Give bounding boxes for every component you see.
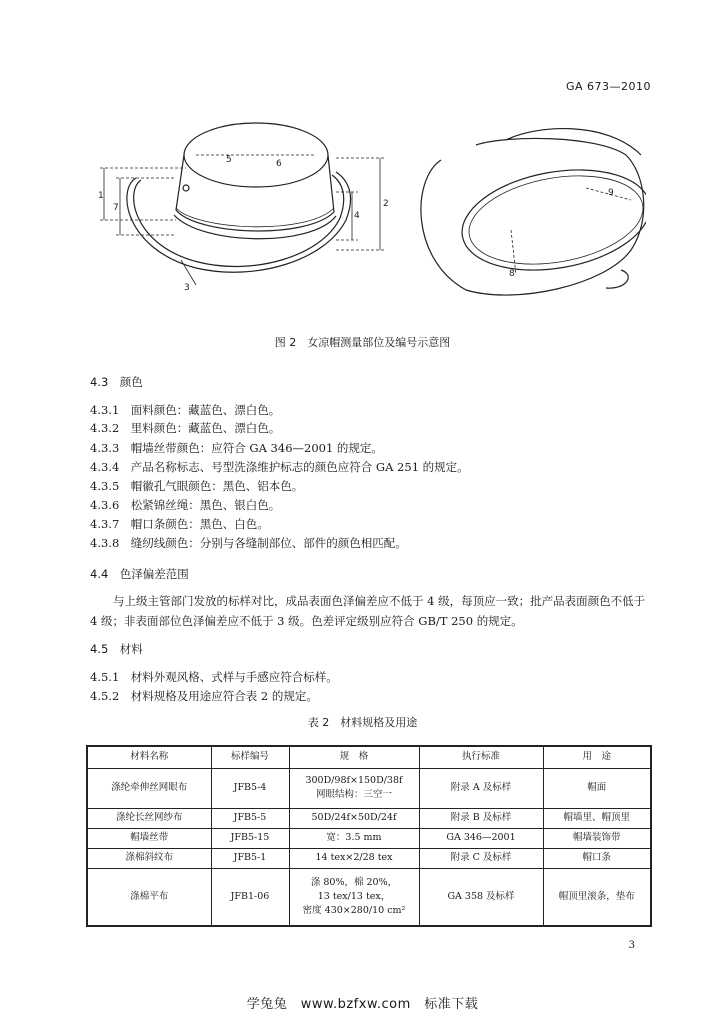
table-cell: 帽面 <box>543 768 651 808</box>
table-caption: 表 2 材料规格及用途 <box>307 716 418 729</box>
standard-number: GA 673—2010 <box>565 80 651 93</box>
column-header: 用 途 <box>543 746 651 768</box>
table-cell: 涤纶牵伸丝网眼布 <box>87 768 211 808</box>
figure-label: 3 <box>184 283 190 293</box>
figure-label: 2 <box>383 199 389 209</box>
table-cell: 14 tex×2/28 tex <box>289 848 419 868</box>
list-item: 4.3.2 里料颜色：藏蓝色、漂白色。 <box>90 421 281 435</box>
page-number: 3 <box>628 940 635 951</box>
hat-measurement-figure <box>86 100 646 320</box>
table-cell: 附录 A 及标样 <box>419 768 543 808</box>
table-cell: 涤棉斜纹布 <box>87 848 211 868</box>
figure-label: 7 <box>113 203 119 213</box>
column-header: 规 格 <box>289 746 419 768</box>
list-item: 4.3.3 帽墙丝带颜色：应符合 GA 346—2001 的规定。 <box>90 441 383 455</box>
table-cell: 附录 B 及标样 <box>419 808 543 828</box>
list-item: 4.3.5 帽徽孔气眼颜色：黑色、铝本色。 <box>90 479 304 493</box>
list-item: 4.3.8 缝纫线颜色：分别与各缝制部位、部件的颜色相匹配。 <box>90 536 407 550</box>
list-item: 4.5.2 材料规格及用途应符合表 2 的规定。 <box>90 689 318 703</box>
table-cell: 附录 C 及标样 <box>419 848 543 868</box>
table-row <box>87 848 651 868</box>
table-cell: JFB5-5 <box>211 808 289 828</box>
table-cell: 50D/24f×50D/24f <box>289 808 419 828</box>
figure-label: 6 <box>276 159 282 169</box>
table-cell: 帽顶里滚条，垫布 <box>543 868 651 926</box>
section-4-3-title: 4.3 颜色 <box>90 375 143 389</box>
right-hat-opening <box>454 156 646 284</box>
materials-table <box>86 745 652 927</box>
table-cell: 涤棉平布 <box>87 868 211 926</box>
column-header: 材料名称 <box>87 746 211 768</box>
table-row <box>87 828 651 848</box>
list-item: 4.3.6 松紧锦丝绳：黑色、银白色。 <box>90 498 281 512</box>
table-cell: 涤纶长丝网纱布 <box>87 808 211 828</box>
table-cell: 帽墙丝带 <box>87 828 211 848</box>
table-cell: JFB5-15 <box>211 828 289 848</box>
table-row <box>87 808 651 828</box>
figure-label: 5 <box>226 155 232 165</box>
figure-caption: 图 2 女凉帽测量部位及编号示意图 <box>274 336 451 349</box>
figure-label: 1 <box>98 191 104 201</box>
section-4-4-paragraph: 与上级主管部门发放的标样对比，成品表面色泽偏差应不低于 4 级，每顶应一致；批产品表面颜色不低于 4 级；非表面部位色泽偏差应不低于 3 级。色差评定级别应符合 GB/T 250 的规定。 <box>90 594 646 628</box>
table-row <box>87 768 651 808</box>
table-cell: 宽：3.5 mm <box>289 828 419 848</box>
list-item: 4.3.7 帽口条颜色：黑色、白色。 <box>90 517 269 531</box>
table-cell: GA 346—2001 <box>419 828 543 848</box>
table-cell: JFB1-06 <box>211 868 289 926</box>
table-cell: 帽口条 <box>543 848 651 868</box>
list-item: 4.3.1 面料颜色：藏蓝色、漂白色。 <box>90 403 281 417</box>
site-footer: 学兔兔 www.bzfxw.com 标准下载 <box>246 997 479 1012</box>
list-item: 4.3.4 产品名称标志、号型洗涤维护标志的颜色应符合 GA 251 的规定。 <box>90 460 469 474</box>
list-item: 4.5.1 材料外观风格、式样与手感应符合标样。 <box>90 670 338 684</box>
eyelet-icon <box>183 185 189 191</box>
section-4-4-title: 4.4 色泽偏差范围 <box>90 567 189 581</box>
table-cell: JFB5-1 <box>211 848 289 868</box>
table-cell: 300D/98f×150D/38f 网眼结构：三空一 <box>289 768 419 808</box>
table-header-row <box>87 746 651 768</box>
section-4-5-title: 4.5 材料 <box>90 642 143 656</box>
figure-label: 4 <box>354 211 360 221</box>
column-header: 执行标准 <box>419 746 543 768</box>
right-hat-outer <box>421 138 644 295</box>
table-cell: 帽墙里、帽顶里 <box>543 808 651 828</box>
table-row <box>87 868 651 926</box>
figure-label: 9 <box>608 188 614 198</box>
column-header: 标样编号 <box>211 746 289 768</box>
table-cell: GA 358 及标样 <box>419 868 543 926</box>
figure-label: 8 <box>509 269 515 279</box>
table-cell: JFB5-4 <box>211 768 289 808</box>
table-cell: 涤 80%，棉 20%， 13 tex/13 tex， 密度 430×280/10 cm² <box>289 868 419 926</box>
table-cell: 帽墙装饰带 <box>543 828 651 848</box>
